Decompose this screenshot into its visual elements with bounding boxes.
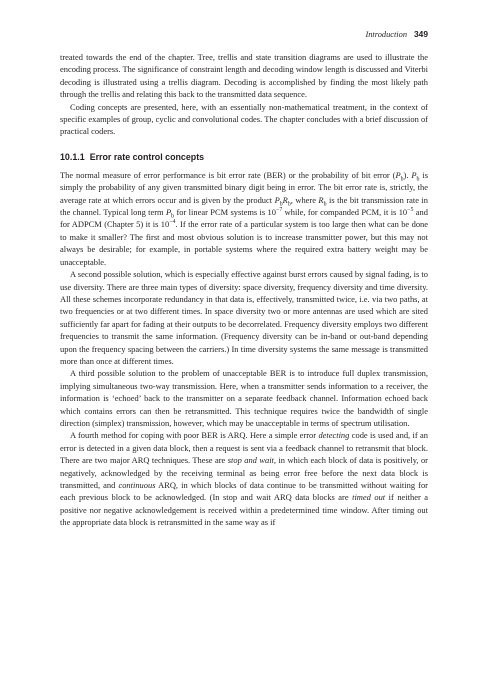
body-paragraph-4: A fourth method for coping with poor BER is ARQ. Here a simple error detecting code is used and, if an error is detected in a given data block, then a request is sent via a feedback channel to retransmit that block. There are two major ARQ techniques. These are stop and wait, in which each block of data is positively, or negatively, acknowledged by the receiving terminal as being error free before the next data block is transmitted, and continuous ARQ, in which blocks of data continue to be transmitted without waiting for each previous block to be acknowledged. (In stop and wait ARQ data blocks are timed out if neither a positive nor negative acknowledgement is received within a predetermined time window. After timing out the appropriate data block is retransmitted in the same way as if (60, 430, 429, 528)
running-head-section: Introduction (365, 30, 408, 39)
running-head (365, 29, 428, 39)
section-title: Error rate control concepts (89, 151, 205, 162)
body-paragraph-3: A third possible solution to the problem of unacceptable BER is to introduce full duplex transmission, implying simultaneous two-way transmission. Here, when a transmitter sends information to a receiver, the information is ‘echoed’ back to the transmitter on a separate feedback channel. Information echoed back which contains errors can then be retransmitted. This technique requires twice the bandwidth of single direction (simplex) transmission, however, which may be unacceptable in terms of spectrum utilisation. (60, 368, 428, 428)
body-paragraph-1: The normal measure of error performance is bit error rate (BER) or the probability of bit error $(P_b)$. $P_b$ is simply the probability of any given transmitted binary digit being in error. The bit error rate is, strictly, the average rate at which errors occur and is given by the product $P_bR_b$, where $R_b$ is the bit transmission rate in the channel. Typical long term $P_b$ for linear PCM systems is $10^{-7}$ while, for companded PCM, it is $10^{-5}$ and for ADPCM (Chapter 5) it is $10^{-4}$. If the error rate of a particular system is too large then what can be done to make it smaller? The first and most obvious solution is to increase transmitter power, but this may not always be desirable; for example, in portable systems where the required extra battery weight may be unacceptable. (60, 169, 428, 267)
intro-paragraph-1: treated towards the end of the chapter. Tree, trellis and state transition diagrams are used to illustrate the encoding process. The significance of constraint length and decoding window length is discussed and Viterbi decoding is illustrated using a trellis diagram. Decoding is accomplished by finding the most likely path through the trellis and relating this back to the transmitted data sequence. (60, 52, 428, 100)
body-text (60, 51, 428, 529)
body-paragraph-2: A second possible solution, which is especially effective against burst errors caused by signal fading, is to use diversity. There are three main types of diversity: space diversity, frequency diversity and time diversity. All these schemes incorporate redundancy in that data is, effectively, transmitted twice, i.e. via two paths, at two frequencies or at two different times. In space diversity two or more antennas are used which are sited sufficiently far apart for fading at their outputs to be decorrelated. Frequency diversity employs two different frequencies to transmit the same information. (Frequency diversity can be in-band or out-band depending upon the frequency spacing between the carriers.) In time diversity systems the same message is transmitted more than once at different times. (60, 269, 428, 366)
intro-paragraph-2: Coding concepts are presented, here, with an essentially non-mathematical treatment, in the context of specific examples of group, cyclic and convolutional codes. The chapter concludes with a brief discussion of practical coders. (60, 101, 428, 137)
page-number: 349 (414, 29, 428, 39)
section-number: 10.1.1 (60, 151, 85, 162)
section-heading (60, 151, 428, 163)
